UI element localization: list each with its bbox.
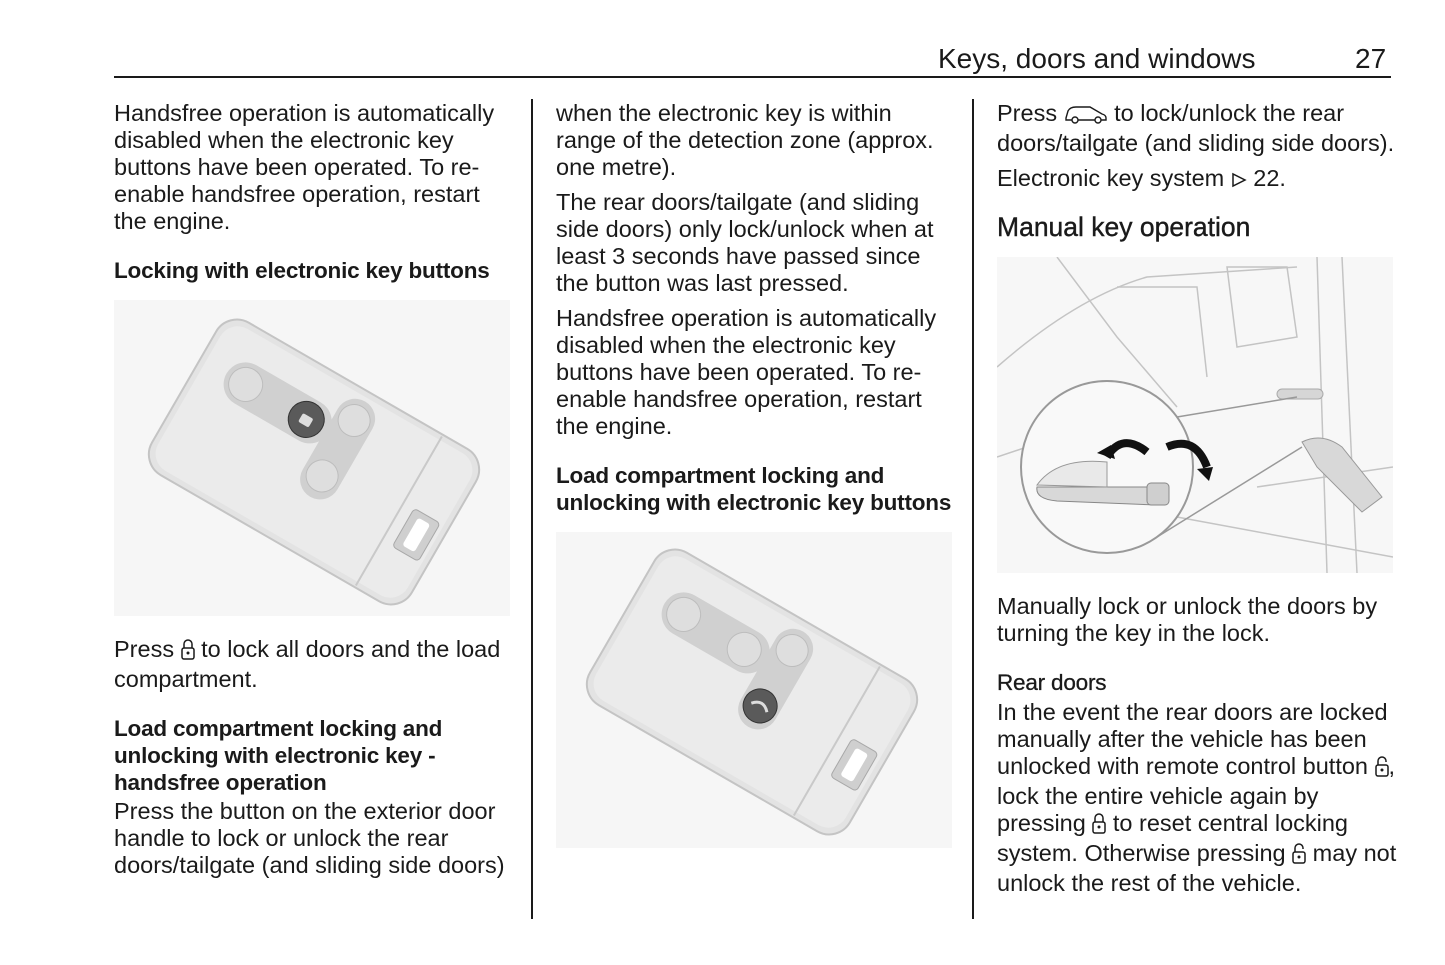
paragraph-cross-reference: Electronic key system 22. <box>997 165 1397 195</box>
header-rule <box>114 76 1391 78</box>
lock-closed-icon <box>1092 812 1106 840</box>
page-number: 27 <box>1355 43 1387 74</box>
key-card-illustration-lock <box>114 300 510 616</box>
column-2 <box>556 100 956 848</box>
lock-open-icon <box>1292 842 1306 870</box>
paragraph-manual-lock: Manually lock or unlock the doors by turning the key in the lock. <box>997 593 1378 646</box>
paragraph-detection-zone: when the electronic key is within range of the detection zone (approx. one metre). <box>556 100 934 180</box>
column-divider-2 <box>972 99 974 919</box>
cross-reference-arrow-icon <box>1231 168 1247 195</box>
paragraph-handsfree-disabled: Handsfree operation is automatically disabled when the electronic key buttons have been operated. To re-enable handsfree operation, restart the engine. <box>114 100 495 234</box>
lock-open-icon <box>1375 755 1389 783</box>
heading-rear-doors: Rear doors <box>997 670 1107 695</box>
column-divider-1 <box>531 99 533 919</box>
paragraph-press-van-button: Press to lock/unlock the rear doors/tailgate (and sliding side doors). <box>997 100 1395 156</box>
paragraph-three-seconds: The rear doors/tailgate (and sliding side doors) only lock/unlock when at least 3 seconds have passed since the button was last pressed. <box>556 189 934 296</box>
column-1 <box>114 100 514 879</box>
paragraph-press-exterior-handle: Press the button on the exterior door handle to lock or unlock the rear doors/tailgate (and sliding side doors) <box>114 798 505 878</box>
key-card-illustration-load <box>556 532 952 848</box>
van-rear-icon <box>1064 103 1108 130</box>
column-3 <box>997 100 1397 897</box>
manual-key-door-illustration <box>997 257 1393 573</box>
paragraph-rear-doors: In the event the rear doors are locked manually after the vehicle has been unlocked with remote control button , lock the entire vehicle again by pressing to reset central locking system. Otherwise pressing may not unlock the rest of the vehicle. <box>997 699 1397 896</box>
heading-load-compartment-buttons: Load compartment locking and unlocking with electronic key buttons <box>556 463 952 515</box>
heading-handsfree-operation: Load compartment locking and unlocking with electronic key - handsfree operation <box>114 716 443 795</box>
heading-manual-key-operation: Manual key operation <box>997 212 1251 242</box>
heading-locking-electronic-key: Locking with electronic key buttons <box>114 258 490 283</box>
running-header-title: Keys, doors and windows <box>938 43 1256 74</box>
lock-closed-icon <box>181 638 195 666</box>
paragraph-handsfree-disabled-2: Handsfree operation is automatically disabled when the electronic key buttons have been operated. To re-enable handsfree operation, restart the engine. <box>556 305 937 439</box>
paragraph-press-lock-all: Press to lock all doors and the load compartment. <box>114 636 501 692</box>
